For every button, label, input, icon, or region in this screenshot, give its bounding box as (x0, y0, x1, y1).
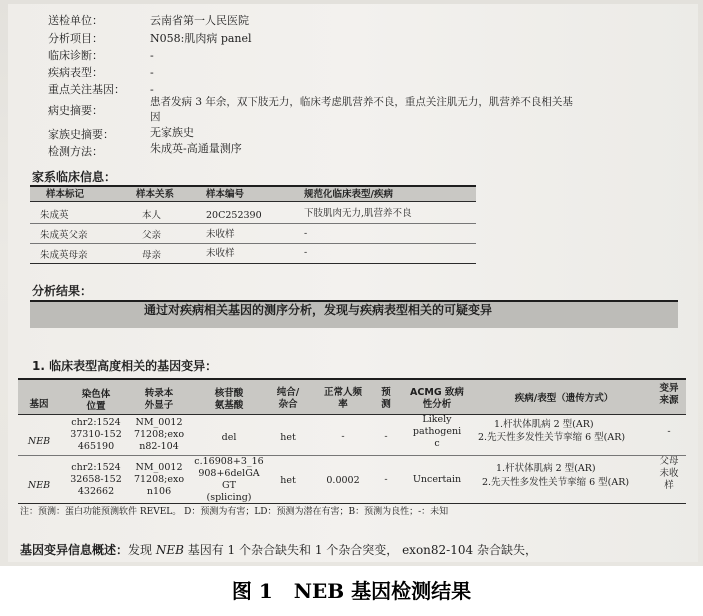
variant-summary (20, 544, 537, 557)
family-header-id: 样本编号 (206, 189, 245, 200)
info-label-family-history: 家族史摘要： (48, 128, 114, 141)
variant-1-transcript-1: NM_0012 (135, 417, 183, 428)
variant-2-source-2: 未收 (659, 468, 679, 479)
variants-header-nucleotide-1: 核苷酸 (214, 388, 244, 399)
summary-label: 基因变异信息概述： (20, 543, 129, 557)
variant-1-disease-1: 1.杆状体肌病 2 型(AR) (494, 419, 594, 430)
summary-text-post: 基因有 1 个杂合缺失和 1 个杂合突变， exon82-104 杂合缺失， (183, 543, 537, 557)
info-value-history: 患者发病 3 年余，双下肢无力，临床考虑肌营养不良，重点关注肌无力，肌营养不良相关基 (150, 96, 573, 108)
caption-title: NEB 基因检测结果 (293, 579, 472, 603)
variant-1-freq: - (341, 431, 345, 442)
variant-2-source-3: 样 (664, 480, 674, 491)
family-header-marker: 样本标记 (46, 189, 85, 200)
variant-1-chrom-2: 37310-152 (70, 429, 122, 440)
variant-1-transcript-3: n82-104 (139, 441, 179, 452)
variants-header-source-2: 来源 (659, 395, 679, 406)
variants-header-pred-2: 测 (381, 399, 391, 410)
info-value-diagnosis: - (150, 49, 154, 62)
family-row-3-marker: 朱成英母亲 (40, 250, 88, 261)
variant-2-source-1: 父母 (659, 456, 679, 467)
variants-header-acmg-2: 性分析 (422, 399, 452, 410)
variants-row-rule (18, 455, 686, 456)
variant-2-disease-1: 1.杆状体肌病 2 型(AR) (496, 463, 596, 474)
variants-header-zygosity-2: 杂合 (278, 399, 298, 410)
family-row-3-phenotype: - (304, 247, 308, 258)
info-value-family-history: 无家族史 (150, 126, 194, 139)
variant-2-acmg: Uncertain (412, 474, 462, 485)
variant-1-acmg-3: c (434, 438, 440, 449)
variants-header-gene: 基因 (29, 399, 49, 410)
variants-header-freq-2: 率 (338, 399, 348, 410)
analysis-section-title: 分析结果： (32, 284, 93, 298)
info-value-unit: 云南省第一人民医院 (150, 14, 249, 27)
info-value-project: N058:肌肉病 panel (150, 32, 252, 45)
variant-2-chrom-3: 432662 (77, 486, 115, 497)
analysis-banner-text: 通过对疾病相关基因的测序分析，发现与疾病表型相关的可疑变异 (144, 303, 493, 317)
variant-2-nucleotide-3: GT (222, 480, 236, 491)
variant-2-transcript-1: NM_0012 (135, 462, 183, 473)
variants-header-transcript-1: 转录本 (144, 388, 174, 399)
family-row-2-relation: 父亲 (142, 230, 162, 241)
family-row-3-id: 未收样 (206, 248, 235, 259)
variant-2-pred: - (384, 474, 388, 485)
info-label-unit: 送检单位： (48, 14, 103, 27)
variants-header-chrom-2: 位置 (86, 401, 106, 412)
variant-2-transcript-2: 71208;exo (133, 474, 185, 485)
variant-1-chrom-3: 465190 (77, 441, 115, 452)
summary-gene: NEB (155, 543, 184, 557)
variant-1-acmg-1: Likely (422, 414, 452, 425)
info-label-method: 检测方法： (48, 145, 103, 158)
info-value-focus-gene: - (150, 83, 154, 96)
family-table-bottom-rule (30, 263, 476, 264)
family-row-2-id: 未收样 (206, 229, 235, 240)
family-row-1-phenotype: 下肢肌肉无力,肌营养不良 (304, 208, 412, 219)
variants-header-nucleotide-2: 氨基酸 (214, 400, 244, 411)
caption-figure-number: 图 1 (231, 579, 273, 603)
variants-header-transcript-2: 外显子 (144, 400, 174, 411)
variant-2-zygosity: het (280, 475, 296, 486)
family-row-1-relation: 本人 (142, 210, 162, 221)
variant-1-source: - (667, 426, 671, 437)
variant-2-gene: NEB (27, 480, 51, 491)
variants-header-source-1: 变异 (659, 383, 679, 394)
family-table-header-rule (30, 201, 476, 202)
info-label-phenotype: 疾病表型： (48, 66, 103, 79)
variant-1-zygosity: het (280, 432, 296, 443)
family-row-rule (30, 223, 476, 224)
family-row-1-id: 20C252390 (206, 210, 262, 221)
figure-caption (0, 578, 703, 604)
variants-header-chrom-1: 染色体 (81, 389, 111, 400)
info-label-focus-gene: 重点关注基因： (48, 83, 125, 96)
report-page (8, 4, 698, 562)
family-row-1-marker: 朱成英 (40, 210, 69, 221)
variant-2-disease-2: 2.先天性多发性关节挛缩 6 型(AR) (482, 477, 630, 488)
family-header-relation: 样本关系 (136, 189, 175, 200)
variant-1-pred: - (384, 431, 388, 442)
variants-table-bottom-rule (18, 503, 686, 504)
family-row-2-marker: 朱成英父亲 (40, 230, 88, 241)
variant-1-transcript-2: 71208;exo (133, 429, 185, 440)
variant-1-acmg-2: pathogeni (412, 426, 462, 437)
family-row-rule (30, 243, 476, 244)
family-row-2-phenotype: - (304, 228, 308, 239)
variants-header-rule (18, 414, 686, 415)
variant-2-freq: 0.0002 (326, 475, 360, 486)
variants-section-title: 1. 临床表型高度相关的基因变异： (32, 359, 218, 373)
family-section-title: 家系临床信息： (32, 170, 117, 184)
variants-header-pred-1: 预 (381, 387, 391, 398)
variants-header-freq-1: 正常人频 (323, 387, 362, 398)
family-table-header-bg (30, 187, 476, 201)
variants-note: 注：预测：蛋白功能预测软件 REVEL。 D：预测为有害；LD：预测为潜在有害；B：预测为良性；-：未知 (20, 507, 449, 517)
info-value-history-cont: 因 (150, 111, 161, 123)
info-label-project: 分析项目： (48, 32, 103, 45)
summary-text-pre: 发现 (128, 543, 156, 557)
family-header-phenotype: 规范化临床表型/疾病 (304, 189, 393, 200)
variant-2-transcript-3: n106 (146, 486, 172, 497)
variants-header-zygosity-1: 纯合/ (276, 387, 300, 398)
variants-header-acmg-1: ACMG 致病 (410, 387, 464, 398)
info-label-history: 病史摘要： (48, 104, 103, 117)
variant-2-nucleotide-4: (splicing) (206, 492, 252, 503)
info-value-phenotype: - (150, 66, 154, 79)
info-label-diagnosis: 临床诊断： (48, 49, 103, 62)
variant-2-chrom-2: 32658-152 (70, 474, 122, 485)
variants-header-disease: 疾病/表型（遗传方式） (514, 393, 614, 404)
variant-2-nucleotide-1: c.16908+3_16 (194, 456, 264, 467)
variant-2-nucleotide-2: 908+6delGA (198, 468, 260, 479)
family-row-3-relation: 母亲 (142, 250, 162, 261)
info-value-method: 朱成英-高通量测序 (150, 142, 242, 155)
variant-1-gene: NEB (27, 436, 51, 447)
variant-1-disease-2: 2.先天性多发性关节挛缩 6 型(AR) (478, 432, 626, 443)
variant-2-chrom-1: chr2:1524 (71, 462, 121, 473)
variant-1-nucleotide: del (221, 432, 237, 443)
variant-1-chrom-1: chr2:1524 (71, 417, 121, 428)
